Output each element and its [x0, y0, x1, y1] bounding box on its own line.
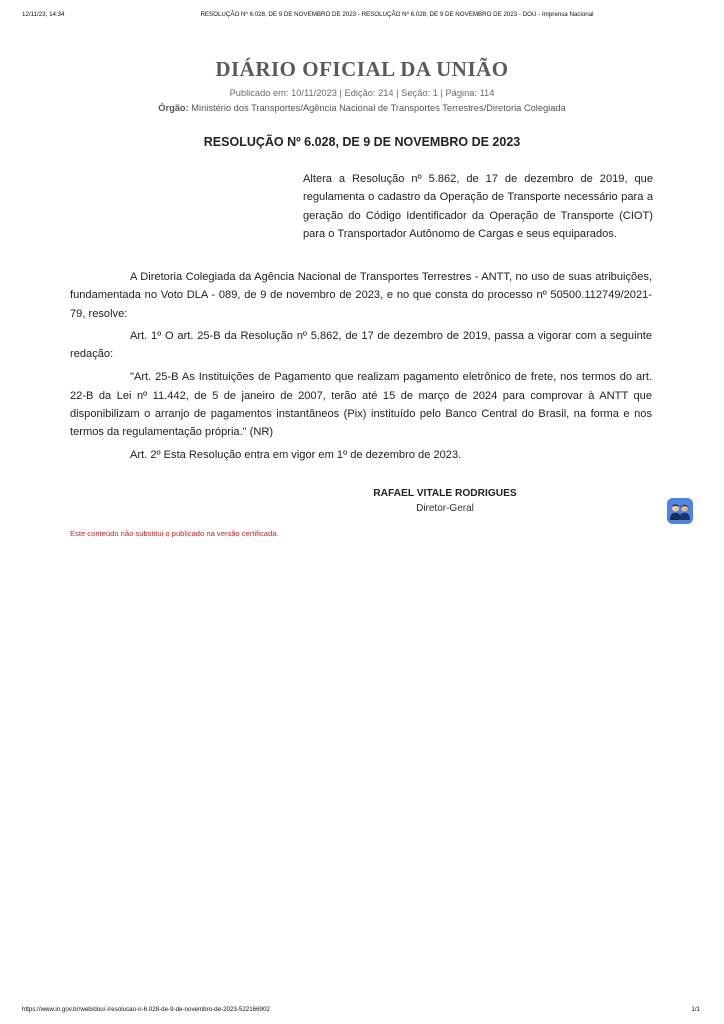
signatory-role: Diretor-Geral [416, 503, 474, 514]
signature-block [300, 488, 590, 514]
resolution-title: RESOLUÇÃO Nº 6.028, DE 9 DE NOVEMBRO DE 2023 [203, 135, 521, 149]
assistant-button[interactable] [667, 498, 693, 524]
certification-disclaimer: Este conteúdo não substitui o publicado na versão certificada. [70, 529, 279, 538]
article-25b-text: "Art. 25-B As Instituições de Pagamento que realizam pagamento eletrônico de frete, nos termos do art. 22-B da Lei nº 11.442, de 5 de janeiro de 2007, terão até 15 de março de 2024 para comprovar à ANTT que disponibilizam o arranjo de pagamentos instantâneos (Pix) instituído pelo Banco Central do Brasil, na forma e nos termos da regulamentação própria." (NR) [70, 371, 652, 439]
article-1: Art. 1º O art. 25-B da Resolução nº 5.862, de 17 de dezembro de 2019, passa a vigorar com a seguinte redação: [70, 329, 652, 361]
orgao-value: Ministério dos Transportes/Agência Nacional de Transportes Terrestres/Diretoria Colegiada [191, 103, 566, 113]
article-2: Art. 2º Esta Resolução entra em vigor em 1º de dezembro de 2023. [130, 448, 462, 461]
preamble: A Diretoria Colegiada da Agência Nacional de Transportes Terrestres - ANTT, no uso de suas atribuições, fundamentada no Voto DLA - 089, de 9 de novembro de 2023, e no que consta do processo nº 50500.112749/2021-79, resolve: [70, 271, 652, 320]
print-url: https://www.in.gov.br/web/dou/-/resolucao-n-6.028-de-9-de-novembro-de-2023-522166902 [22, 1006, 270, 1013]
orgao-line [0, 103, 724, 113]
print-title: RESOLUÇÃO Nº 6.028, DE 9 DE NOVEMBRO DE 2023 - RESOLUÇÃO Nº 6.028, DE 9 DE NOVEMBRO DE 2023 - DOU - Imprensa Nacional [200, 11, 594, 18]
ementa: Altera a Resolução nº 5.862, de 17 de dezembro de 2019, que regulamenta o cadastro da Operação de Transporte necessário para a geração do Código Identificador da Operação de Transporte (CIOT) para o Transportador Autônomo de Cargas e seus equiparados. [303, 173, 653, 240]
orgao-label: Órgão: [158, 103, 189, 113]
masthead [0, 57, 724, 113]
signatory-name: RAFAEL VITALE RODRIGUES [373, 488, 517, 499]
page-number: 1/1 [691, 1006, 700, 1013]
assistant-avatars-icon [667, 498, 693, 524]
resolution-body [70, 268, 652, 468]
publication-info: Publicado em: 10/11/2023 | Edição: 214 | Seção: 1 | Página: 114 [229, 88, 495, 98]
print-date: 12/11/23, 14:34 [22, 11, 65, 18]
journal-title: DIÁRIO OFICIAL DA UNIÃO [215, 57, 509, 81]
